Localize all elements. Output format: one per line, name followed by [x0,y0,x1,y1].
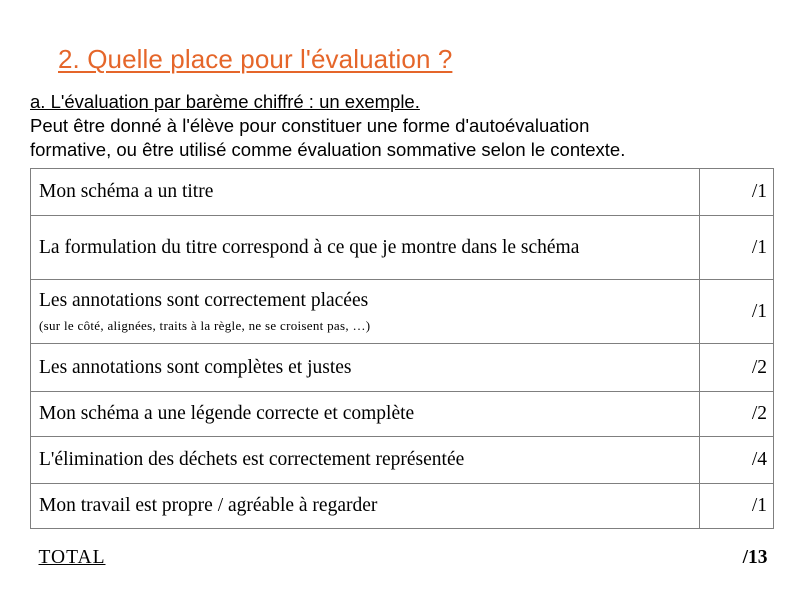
intro-line-3: formative, ou être utilisé comme évaluation sommative selon le contexte. [30,139,626,160]
total-label: TOTAL [38,546,106,568]
rubric-criterion: Mon schéma a un titre [31,169,700,216]
rubric-score: /1 [700,484,774,529]
total-score-cell [700,529,774,587]
rubric-table [30,168,774,587]
total-label-cell [31,529,700,587]
rubric-score: /2 [700,344,774,392]
rubric-criterion: L'élimination des déchets est correctement représentée [31,437,700,484]
rubric-criterion-note: (sur le côté, alignées, traits à la règle, ne se croisent pas, …) [39,317,371,333]
rubric-row [31,484,774,529]
intro-subheading: a. L'évaluation par barème chiffré : un exemple. [30,91,420,112]
rubric-score: /1 [700,216,774,280]
rubric-score: /4 [700,437,774,484]
rubric-row [31,280,774,344]
total-score: /13 [742,546,768,568]
rubric-criterion: Les annotations sont complètes et justes [31,344,700,392]
rubric-row [31,437,774,484]
rubric-row [31,169,774,216]
rubric-criterion: Mon schéma a une légende correcte et complète [31,392,700,437]
rubric-criterion-cell [31,280,700,344]
rubric-criterion: Les annotations sont correctement placées [39,289,369,311]
intro-text [30,90,790,162]
intro-line-2: Peut être donné à l'élève pour constituer une forme d'autoévaluation [30,115,590,136]
total-row [31,529,774,587]
section-title: 2. Quelle place pour l'évaluation ? [58,44,453,74]
rubric-row [31,392,774,437]
rubric-criterion: Mon travail est propre / agréable à regarder [31,484,700,529]
rubric-score: /1 [700,169,774,216]
rubric-row [31,216,774,280]
rubric-score: /2 [700,392,774,437]
rubric-row [31,344,774,392]
rubric-criterion: La formulation du titre correspond à ce que je montre dans le schéma [31,216,700,280]
rubric-score: /1 [700,280,774,344]
